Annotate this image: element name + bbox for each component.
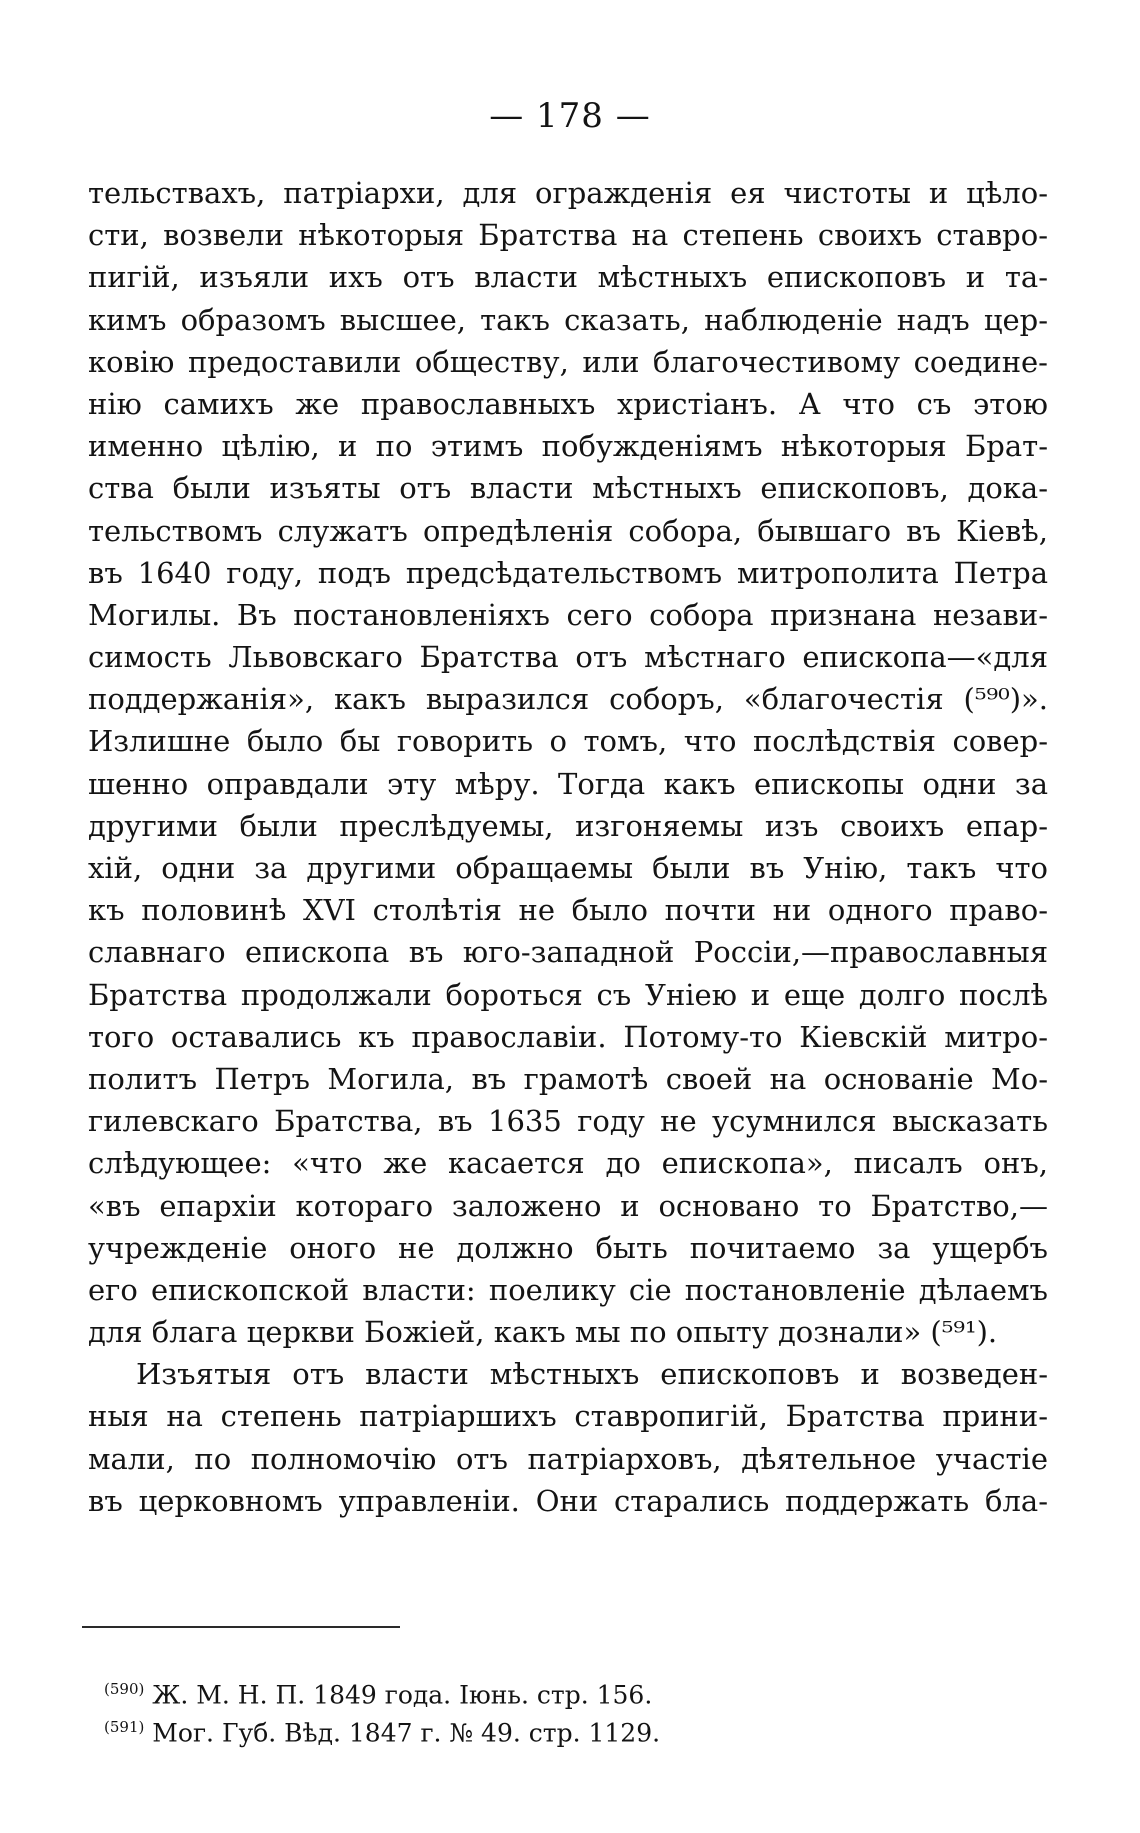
text-line: ныя на степень патріаршихъ ставропигій, Братства прини- bbox=[88, 1399, 1048, 1434]
text-line: хій, одни за другими обращаемы были въ Унію, такъ что bbox=[88, 851, 1048, 885]
body-text bbox=[88, 172, 1048, 1522]
text-line: въ церковномъ управленіи. Они старались поддержать бла- bbox=[88, 1483, 1048, 1518]
footnote-divider bbox=[82, 1626, 400, 1628]
text-line: «въ епархіи котораго заложено и основано то Братство,— bbox=[88, 1188, 1048, 1223]
text-line: Братства продолжали бороться съ Уніею и еще долго послѣ bbox=[88, 977, 1048, 1012]
text-line: поддержанія», какъ выразился соборъ, «благочестія (⁵⁹⁰)». bbox=[88, 682, 1048, 717]
footnote-text: Мог. Губ. Вѣд. 1847 г. № 49. стр. 1129. bbox=[152, 1718, 661, 1748]
footnote-text: Ж. М. Н. П. 1849 года. Іюнь. стр. 156. bbox=[152, 1680, 653, 1710]
text-line: въ 1640 году, подъ предсѣдательствомъ митрополита Петра bbox=[88, 555, 1048, 590]
text-line: нію самихъ же православныхъ христіанъ. А что съ этою bbox=[88, 386, 1048, 421]
text-line: Излишне было бы говорить о томъ, что послѣдствія совер- bbox=[88, 724, 1048, 759]
text-line: кимъ образомъ высшее, такъ сказать, наблюденіе надъ цер- bbox=[88, 302, 1048, 337]
text-line: тельствахъ, патріархи, для огражденія ея чистоты и цѣло- bbox=[88, 176, 1048, 210]
footnote-ref: (591) bbox=[104, 1718, 145, 1736]
text-line: славнаго епископа въ юго-западной Россіи,—православныя bbox=[88, 935, 1048, 970]
text-line: его епископской власти: поелику сіе постановленіе дѣлаемъ bbox=[88, 1272, 1048, 1307]
text-line: именно цѣлію, и по этимъ побужденіямъ нѣкоторыя Брат- bbox=[88, 429, 1048, 464]
text-line: къ половинѣ XVI столѣтія не было почти ни одного право- bbox=[88, 893, 1048, 928]
text-line: слѣдующее: «что же касается до епископа», писалъ онъ, bbox=[88, 1146, 1048, 1181]
text-line: сти, возвели нѣкоторыя Братства на степень своихъ ставро- bbox=[88, 218, 1048, 253]
text-line: учрежденіе оного не должно быть почитаемо за ущербъ bbox=[88, 1230, 1048, 1265]
page-number: — 178 — bbox=[489, 96, 651, 136]
text-line: гилевскаго Братства, въ 1635 году не усумнился высказать bbox=[88, 1104, 1048, 1139]
text-line: шенно оправдали эту мѣру. Тогда какъ епископы одни за bbox=[88, 766, 1048, 801]
text-line: Могилы. Въ постановленіяхъ сего собора признана незави- bbox=[88, 597, 1048, 632]
text-line: другими были преслѣдуемы, изгоняемы изъ своихъ епар- bbox=[88, 808, 1048, 843]
text-line: ковію предоставили обществу, или благочестивому соедине- bbox=[88, 344, 1048, 379]
text-line: ства были изъяты отъ власти мѣстныхъ епископовъ, дока- bbox=[88, 471, 1048, 506]
text-line: пигій, изъяли ихъ отъ власти мѣстныхъ епископовъ и та- bbox=[88, 260, 1048, 295]
footnotes bbox=[104, 1670, 1004, 1746]
footnote bbox=[104, 1708, 1004, 1746]
text-line: для блага церкви Божіей, какъ мы по опыту дознали» (⁵⁹¹). bbox=[88, 1315, 998, 1350]
text-line: мали, по полномочію отъ патріарховъ, дѣятельное участіе bbox=[88, 1441, 1048, 1476]
text-line: того оставались къ православіи. Потому-то Кіевскій митро- bbox=[88, 1019, 1048, 1054]
text-line: Изъятыя отъ власти мѣстныхъ епископовъ и возведен- bbox=[136, 1357, 1048, 1392]
text-line: политъ Петръ Могила, въ грамотѣ своей на основаніе Мо- bbox=[88, 1061, 1048, 1096]
footnote bbox=[104, 1670, 1004, 1708]
footnote-ref: (590) bbox=[104, 1680, 145, 1698]
text-line: симость Львовскаго Братства отъ мѣстнаго епископа—«для bbox=[88, 640, 1048, 675]
text-line: тельствомъ служатъ опредѣленія собора, бывшаго въ Кіевѣ, bbox=[88, 513, 1048, 548]
